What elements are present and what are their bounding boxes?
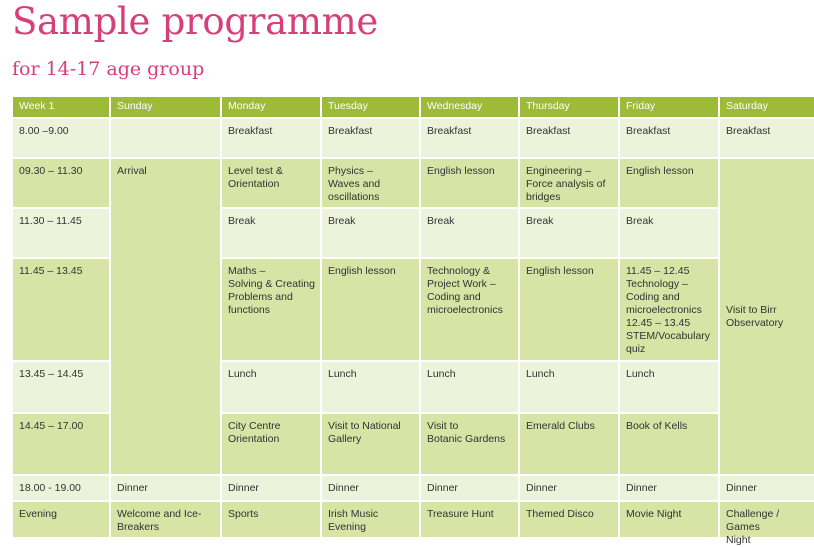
header-saturday: Saturday bbox=[720, 97, 814, 117]
schedule-cell: Dinner bbox=[421, 476, 518, 500]
time-cell: 14.45 – 17.00 bbox=[13, 414, 109, 474]
page-title: Sample programme bbox=[12, 0, 379, 43]
schedule-cell: Lunch bbox=[620, 362, 718, 412]
schedule-cell: Dinner bbox=[520, 476, 618, 500]
header-thursday: Thursday bbox=[520, 97, 618, 117]
time-cell: 8.00 –9.00 bbox=[13, 119, 109, 157]
schedule-cell: Break bbox=[620, 209, 718, 257]
time-cell: Evening bbox=[13, 502, 109, 537]
saturday-visit-cell bbox=[720, 159, 814, 474]
time-cell: 11.30 – 11.45 bbox=[13, 209, 109, 257]
header-sunday: Sunday bbox=[111, 97, 220, 117]
schedule-cell: Technology & Project Work – Coding and microelectronics bbox=[421, 259, 518, 360]
saturday-visit-text: Visit to Birr Observatory bbox=[726, 303, 784, 329]
schedule-cell: Treasure Hunt bbox=[421, 502, 518, 537]
schedule-cell: Book of Kells bbox=[620, 414, 718, 474]
schedule-cell: Visit to National Gallery bbox=[322, 414, 419, 474]
sunday-breakfast-empty bbox=[111, 119, 220, 157]
time-cell: 18.00 - 19.00 bbox=[13, 476, 109, 500]
schedule-cell: Maths – Solving & Creating Problems and functions bbox=[222, 259, 320, 360]
time-cell: 09.30 – 11.30 bbox=[13, 159, 109, 207]
schedule-cell: Challenge / Games Night bbox=[720, 502, 814, 537]
schedule-cell: Lunch bbox=[520, 362, 618, 412]
schedule-cell: Sports bbox=[222, 502, 320, 537]
schedule-cell: Breakfast bbox=[720, 119, 814, 157]
schedule-cell: Physics – Waves and oscillations bbox=[322, 159, 419, 207]
header-tuesday: Tuesday bbox=[322, 97, 419, 117]
header-wednesday: Wednesday bbox=[421, 97, 518, 117]
schedule-cell: Dinner bbox=[222, 476, 320, 500]
page-subtitle: for 14-17 age group bbox=[12, 58, 205, 80]
schedule-cell: Emerald Clubs bbox=[520, 414, 618, 474]
schedule-cell: Welcome and Ice- Breakers bbox=[111, 502, 220, 537]
header-week: Week 1 bbox=[13, 97, 109, 117]
schedule-cell: Themed Disco bbox=[520, 502, 618, 537]
schedule-cell: Movie Night bbox=[620, 502, 718, 537]
schedule-cell: City Centre Orientation bbox=[222, 414, 320, 474]
schedule-cell: Lunch bbox=[322, 362, 419, 412]
schedule-cell: Breakfast bbox=[421, 119, 518, 157]
schedule-cell: Dinner bbox=[111, 476, 220, 500]
schedule-table bbox=[13, 97, 800, 546]
header-friday: Friday bbox=[620, 97, 718, 117]
schedule-cell: Irish Music Evening bbox=[322, 502, 419, 537]
time-cell: 13.45 – 14.45 bbox=[13, 362, 109, 412]
schedule-cell: Lunch bbox=[222, 362, 320, 412]
schedule-cell: English lesson bbox=[322, 259, 419, 360]
sunday-arrival-cell: Arrival bbox=[111, 159, 220, 474]
schedule-cell: Engineering – Force analysis of bridges bbox=[520, 159, 618, 207]
schedule-cell: Dinner bbox=[720, 476, 814, 500]
schedule-cell: Visit to Botanic Gardens bbox=[421, 414, 518, 474]
schedule-cell: Breakfast bbox=[222, 119, 320, 157]
schedule-cell: Break bbox=[222, 209, 320, 257]
time-cell: 11.45 – 13.45 bbox=[13, 259, 109, 360]
schedule-cell: Lunch bbox=[421, 362, 518, 412]
schedule-cell: 11.45 – 12.45 Technology – Coding and microelectronics 12.45 – 13.45 STEM/Vocabulary quiz bbox=[620, 259, 718, 360]
schedule-cell: Break bbox=[421, 209, 518, 257]
schedule-cell: Breakfast bbox=[620, 119, 718, 157]
schedule-cell: Dinner bbox=[322, 476, 419, 500]
schedule-cell: Break bbox=[520, 209, 618, 257]
schedule-cell: English lesson bbox=[520, 259, 618, 360]
schedule-cell: Break bbox=[322, 209, 419, 257]
schedule-cell: Level test & Orientation bbox=[222, 159, 320, 207]
schedule-cell: Breakfast bbox=[322, 119, 419, 157]
schedule-cell: Breakfast bbox=[520, 119, 618, 157]
schedule-cell: Dinner bbox=[620, 476, 718, 500]
schedule-cell: English lesson bbox=[421, 159, 518, 207]
schedule-cell: English lesson bbox=[620, 159, 718, 207]
header-monday: Monday bbox=[222, 97, 320, 117]
